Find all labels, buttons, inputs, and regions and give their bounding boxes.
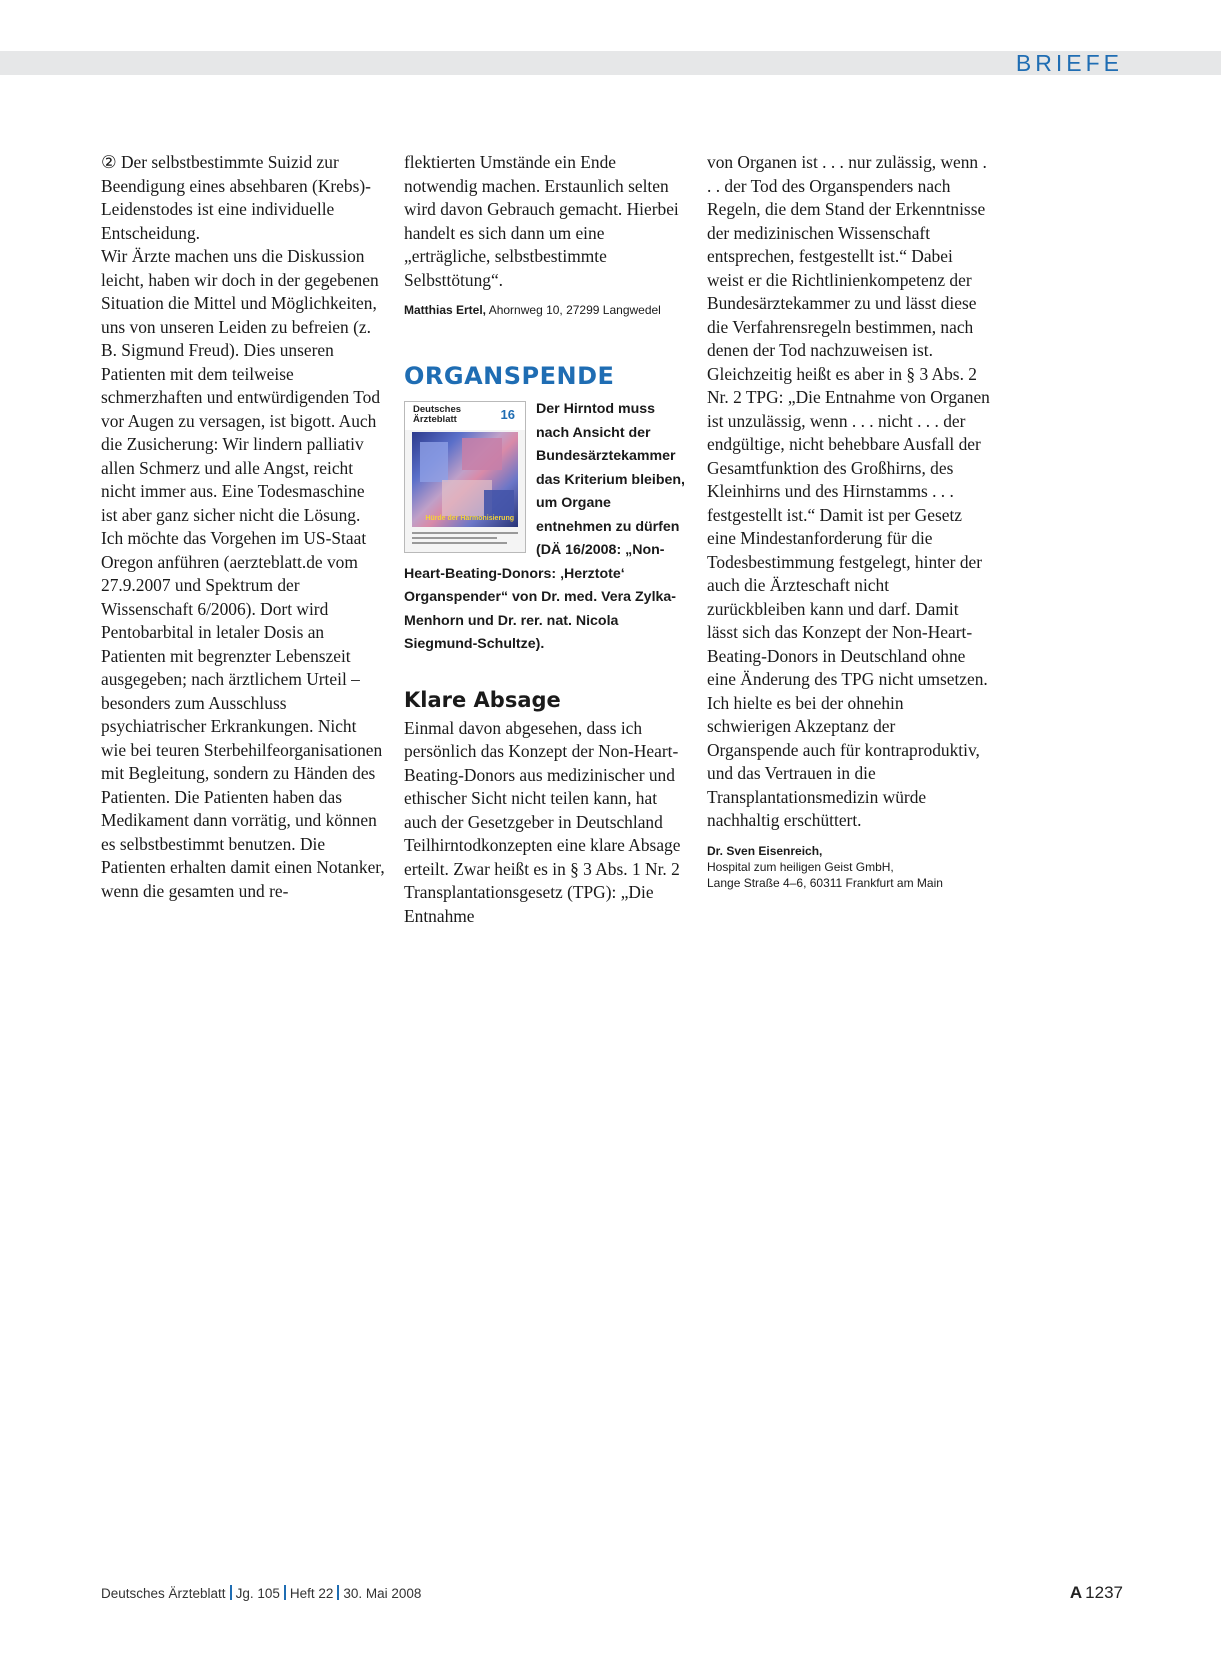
letter-paragraph: ② Der selbstbestimmte Suizid zur Beendigung eines absehbaren (Krebs)-Leidenstodes ist eine individuelle Entscheidung. bbox=[101, 152, 371, 243]
column-1 bbox=[101, 151, 385, 903]
signature-name: Dr. Sven Eisenreich, bbox=[707, 843, 823, 858]
letter-paragraph: Ich möchte das Vorgehen im US-Staat Oregon anführen (aerzteblatt.de vom 27.9.2007 und Spektrum der Wissenschaft 6/2006). Dort wird Pentobarbital in letaler Dosis an Patienten mit begrenzter Lebenszeit ausgegeben; nach ärztlichem Urteil – besonders zum Ausschluss psychiatrischer Erkrankungen. Nicht wie bei teuren Sterbehilfeorganisationen mit Begleitung, sondern zu Händen des Patienten. Die Patienten haben das Medikament dann vorrätig, und können es selbstbestimmt benutzen. Die Patienten erhalten damit einen Notanker, wenn die gesamten und re- bbox=[101, 528, 385, 901]
signature bbox=[404, 302, 690, 318]
signature-line: Lange Straße 4–6, 60311 Frankfurt am Main bbox=[707, 875, 943, 890]
footer-volume: Jg. 105 bbox=[235, 1586, 280, 1601]
column-2 bbox=[404, 151, 690, 928]
footer-citation bbox=[101, 1585, 421, 1603]
signature-address: Ahornweg 10, 27299 Langwedel bbox=[488, 303, 661, 317]
footer-journal: Deutsches Ärzteblatt bbox=[101, 1586, 226, 1601]
article-reference: Der Hirntod muss nach Ansicht der Bundesärztekammer das Kriterium bleiben, um Organe entnehmen zu dürfen (DÄ 16/2008: „Non-Heart-Beating-Donors: ‚Herztote‘ Organspender“ von Dr. med. Vera Zylka-Menhorn und Dr. rer. nat. Nicola Siegmund-Schultze). bbox=[404, 401, 686, 652]
cover-issue-number: 16 bbox=[500, 407, 515, 422]
cover-caption: Hürde der Harmonisierung bbox=[425, 515, 514, 522]
signature-name: Matthias Ertel, bbox=[404, 303, 487, 317]
footer-date: 30. Mai 2008 bbox=[343, 1586, 422, 1601]
letter-paragraph: flektierten Umstände ein Ende notwendig machen. Erstaunlich selten wird davon Gebrauch gemacht. Hierbei handelt es sich dann um eine „erträgliche, selbstbestimmte Selbsttötung“. bbox=[404, 152, 679, 290]
column-3 bbox=[707, 151, 991, 891]
footer-separator bbox=[230, 1585, 232, 1600]
letter-paragraph: von Organen ist . . . nur zulässig, wenn . . . der Tod des Organspenders nach Regeln, die dem Stand der Erkenntnisse der medizinischen Wissenschaft entsprechen, festgestellt ist.“ Dabei weist er die Richtlinienkompetenz der Bundesärztekammer zu und lässt diese die Verfahrensregeln bestimmen, nach denen der Tod nachzuweisen ist. Gleichzeitig heißt es aber in § 3 Abs. 2 Nr. 2 TPG: „Die Entnahme von Organen ist unzulässig, wenn . . . nicht . . . der endgültige, nicht behebbare Ausfall der Gesamtfunktion des Großhirns, des Kleinhirns und des Hirnstamms . . . festgestellt ist.“ Damit ist per Gesetz eine Mindestanforderung für die Todesbestimmung festgelegt, hinter der auch die Ärzteschaft nicht zurückbleiben kann und darf. Damit lässt sich das Konzept der Non-Heart-Beating-Donors in Deutschland ohne eine Änderung des TPG nicht umsetzen. Ich hielte es bei der ohnehin schwierigen Akzeptanz der Organspende auch für kontraproduktiv, und das Vertrauen in die Transplantationsmedizin würde nachhaltig erschüttert. bbox=[707, 152, 990, 830]
cover-title: Deutsches Ärzteblatt bbox=[413, 404, 462, 425]
section-label: BRIEFE bbox=[1015, 50, 1123, 76]
page-prefix: A bbox=[1069, 1583, 1083, 1602]
rubric-heading: ORGANSPENDE bbox=[404, 362, 615, 390]
signature bbox=[707, 843, 991, 891]
magazine-cover-thumbnail bbox=[404, 401, 526, 553]
page-number-value: 1237 bbox=[1085, 1583, 1123, 1602]
page-number bbox=[1070, 1582, 1123, 1604]
footer-separator bbox=[337, 1585, 339, 1600]
letter-paragraph: Wir Ärzte machen uns die Diskussion leicht, haben wir doch in der gegebenen Situation die Mittel und Möglichkeiten, uns von unseren Leiden zu befreien (z. B. Sigmund Freud). Dies unseren Patienten mit dem teilweise schmerzhaften und entwürdigenden Tod vor Augen zu versagen, ist bigott. Auch die Zusicherung: Wir lindern palliativ allen Schmerz und alle Angst, reicht nicht immer aus. Eine Todesmaschine ist aber ganz sicher nicht die Lösung. bbox=[101, 246, 381, 525]
cover-text-lines bbox=[412, 532, 518, 547]
footer-separator bbox=[284, 1585, 286, 1600]
letter-paragraph: Einmal davon abgesehen, dass ich persönlich das Konzept der Non-Heart-Beating-Donors aus medizinischer und ethischer Sicht nicht teilen kann, hat auch der Gesetzgeber in Deutschland Teilhirntodkonzepten eine klare Absage erteilt. Zwar heißt es in § 3 Abs. 1 Nr. 2 Transplantationsgesetz (TPG): „Die Entnahme bbox=[404, 717, 681, 926]
footer-issue: Heft 22 bbox=[289, 1586, 334, 1601]
letter-subhead: Klare Absage bbox=[404, 687, 561, 712]
cover-artwork bbox=[412, 432, 518, 527]
signature-line: Hospital zum heiligen Geist GmbH, bbox=[707, 859, 894, 874]
